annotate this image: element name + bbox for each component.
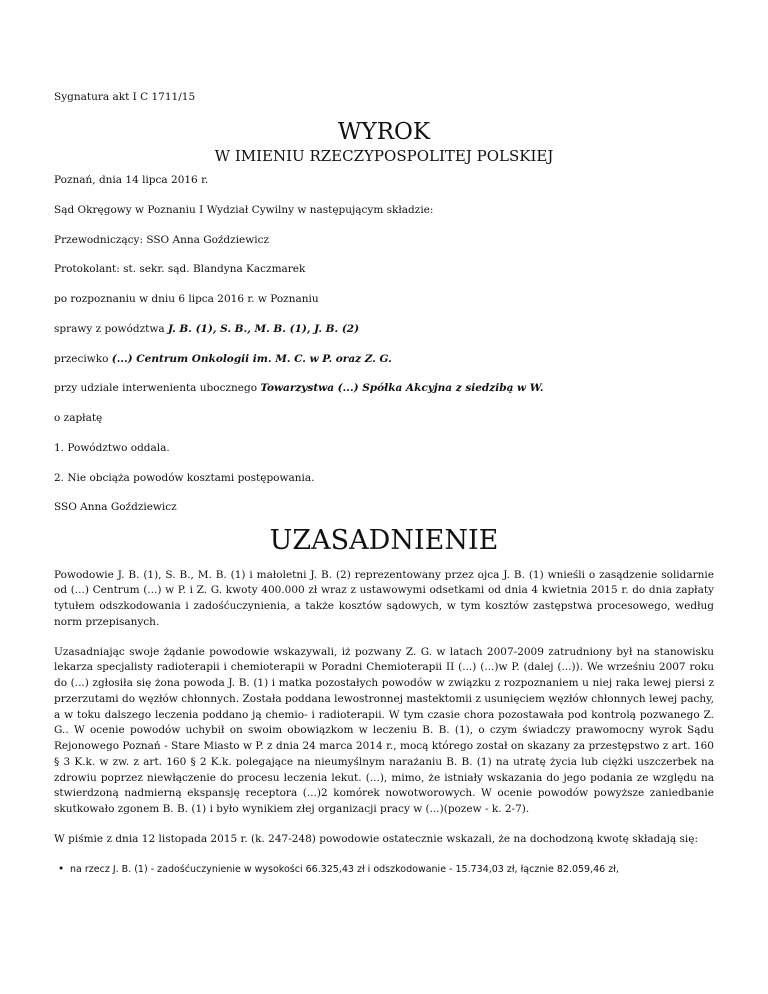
case-prefix: sprawy z powództwa xyxy=(54,322,168,335)
justification-title: UZASADNIENIE xyxy=(269,525,499,557)
place-date: Poznań, dnia 14 lipca 2016 r. xyxy=(54,174,209,187)
justification-paragraph-1: Powodowie J. B. (1), S. B., M. B. (1) i małoletni J. B. (2) reprezentowany przez ojca J. B. (1) wnieśli o zasądzenie solidarnie od (...) Centrum (...) w P. i Z. G. kwoty 400.000 zł wraz z ustawowymi odsetkami od dnia 4 kwietnia 2015 r. do dnia zapłaty tytułem odszkodowania i zadośćuczynienia, a także kosztów sądowych, w tym kosztów zastępstwa procesowego, według norm przepisanych. xyxy=(54,568,714,628)
list-item xyxy=(58,862,714,878)
court-composition: Sąd Okręgowy w Poznaniu I Wydział Cywilny w następującym składzie: xyxy=(54,203,434,216)
plaintiffs-names: J. B. (1), S. B., M. B. (1), J. B. (2) xyxy=(167,322,360,335)
case-intervener xyxy=(54,381,714,397)
judge-signature: SSO Anna Goździewicz xyxy=(54,501,177,514)
court-clerk: Protokolant: st. sekr. sąd. Blandyna Kaczmarek xyxy=(54,263,306,276)
case-signature: Sygnatura akt I C 1711/15 xyxy=(54,91,196,103)
list-item-text: na rzecz J. B. (1) - zadośćuczynienie w wysokości 66.325,43 zł i odszkodowanie - 15.734,03 zł, łącznie 82.059,46 zł, xyxy=(70,863,619,875)
against-prefix: przeciwko xyxy=(54,352,112,365)
verdict-point-1: 1. Powództwo oddala. xyxy=(54,441,170,454)
bullet-icon: • xyxy=(58,862,65,875)
case-plaintiffs xyxy=(54,322,714,338)
verdict-subtitle: W IMIENIU RZECZYPOSPOLITEJ POLSKIEJ xyxy=(214,147,554,166)
defendants-names: (...) Centrum Onkologii im. M. C. w P. oraz Z. G. xyxy=(111,352,392,365)
hearing-date: po rozpoznaniu w dniu 6 lipca 2016 r. w Poznaniu xyxy=(54,293,319,306)
presiding-judge: Przewodniczący: SSO Anna Goździewicz xyxy=(54,233,270,246)
case-defendants xyxy=(54,352,714,368)
claims-list xyxy=(54,862,714,878)
intervener-name: Towarzystwa (...) Spółka Akcyjna z siedzibą w W. xyxy=(260,382,544,395)
verdict-point-2: 2. Nie obciąża powodów kosztami postępowania. xyxy=(54,471,315,484)
justification-paragraph-2: Uzasadniając swoje żądanie powodowie wskazywali, iż pozwany Z. G. w latach 2007-2009 zatrudniony był na stanowisku lekarza specjalisty radioterapii i chemioterapii w Poradni Chemioterapii II (...) (...)w P. (dalej (...)). We wrześniu 2007 roku do (...) zgłosiła się żona powoda J. B. (1) i matka pozostałych powodów w związku z rozpoznaniem u niej raka lewej piersi z przerzutami do węzłów chłonnych. Została poddana lewostronnej mastektomii z usunięciem węzłów chłonnych lewej pachy, a w toku dalszego leczenia poddano ją chemio- i radioterapii. W tym czasie chora pozostawała pod kontrolą pozwanego Z. G.. W ocenie powodów uchybił on swoim obowiązkom w leczeniu B. B. (1), o czym świadczy prawomocny wyrok Sądu Rejonowego Poznań - Stare Miasto w P. z dnia 24 marca 2014 r., mocą którego został on skazany za przestępstwo z art. 160 § 3 K.k. w zw. z art. 160 § 2 K.k. polegające na nieumyślnym narażaniu B. B. (1) na utratę życia lub ciężki uszczerbek na zdrowiu poprzez niewłączenie do procesu leczenia lekut. (...), mimo, że istniały wskazania do jego podania ze względu na stwierdzoną nadmierną ekspansję receptora (...)2 komórek nowotworowych. W ocenie powodów powyższe zaniedbanie skutkowało zgonem B. B. (1) i było wynikiem złej organizacji pracy w (...)(pozew - k. 2-7). xyxy=(54,645,714,816)
case-subject: o zapłatę xyxy=(54,412,103,425)
justification-paragraph-3: W piśmie z dnia 12 listopada 2015 r. (k. 247-248) powodowie ostatecznie wskazali, że na dochodzoną kwotę składają się: xyxy=(54,832,698,845)
verdict-title: WYROK xyxy=(337,118,431,145)
intervener-prefix: przy udziale interwenienta ubocznego xyxy=(54,382,261,395)
